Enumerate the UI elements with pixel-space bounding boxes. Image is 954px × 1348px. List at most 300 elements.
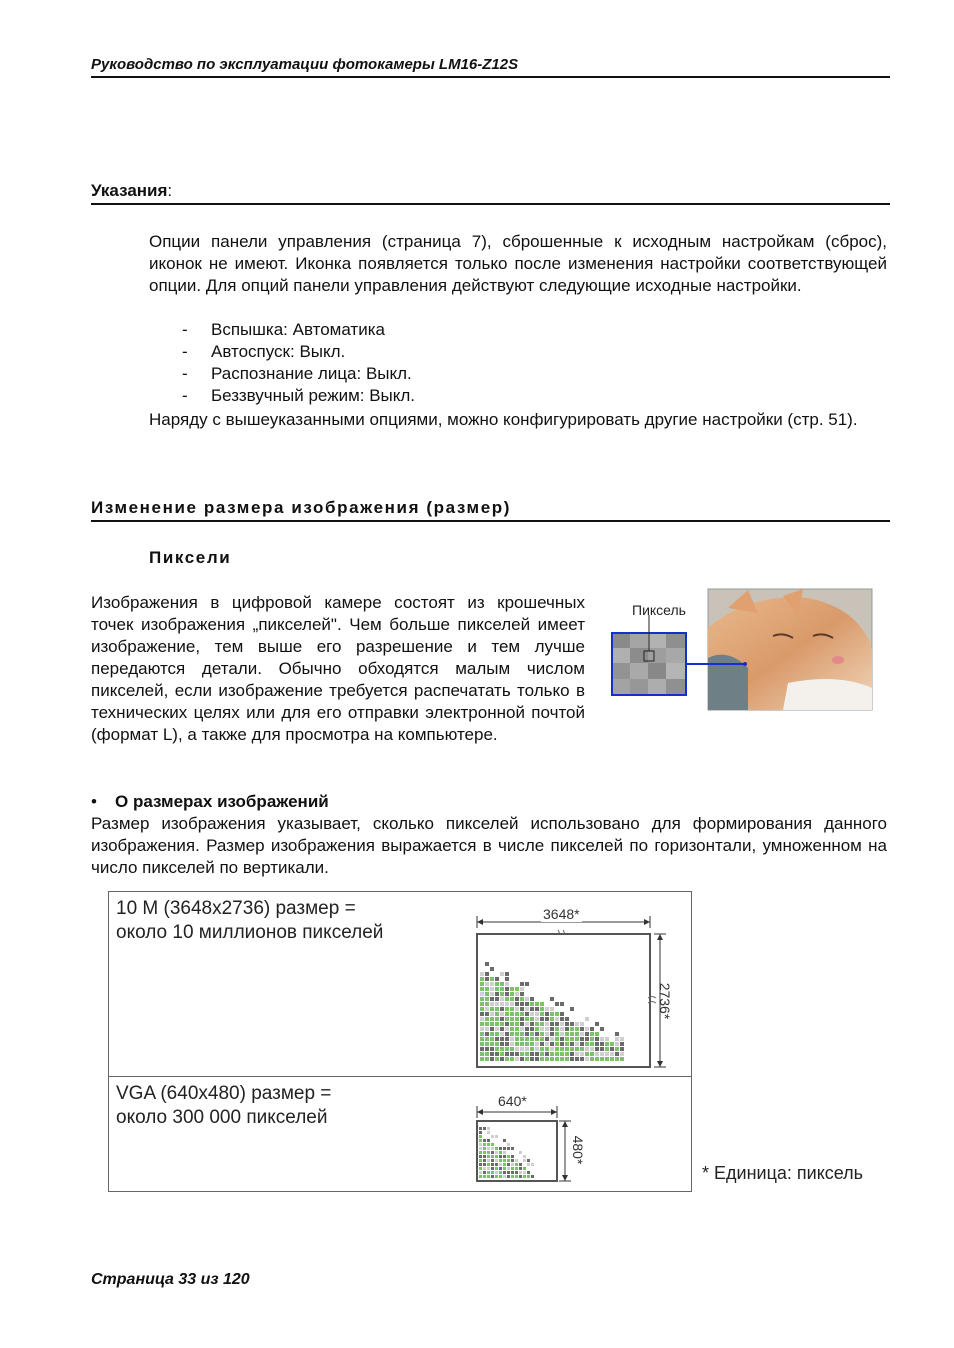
pixel-cell xyxy=(515,1175,518,1178)
pixel-cell xyxy=(530,1027,534,1031)
pixel-cell xyxy=(525,1007,529,1011)
pixel-cell xyxy=(505,1052,509,1056)
pixel-cell xyxy=(585,1032,589,1036)
pixel-cell xyxy=(487,1131,490,1134)
pixel-cell xyxy=(479,1159,482,1162)
pixel-cell xyxy=(487,1139,490,1142)
pixel-cell xyxy=(500,1052,504,1056)
pixel-cell xyxy=(580,1022,584,1026)
pixel-cell xyxy=(530,1032,534,1036)
pixel-cell xyxy=(545,1042,549,1046)
header-rule xyxy=(91,76,890,78)
pixel-cell xyxy=(615,1042,619,1046)
pixel-cell xyxy=(505,1037,509,1041)
pixel-cell xyxy=(595,1052,599,1056)
pixel-cell xyxy=(505,1017,509,1021)
pixel-cell xyxy=(535,1052,539,1056)
pixel-cell xyxy=(535,1037,539,1041)
pixel-cell xyxy=(503,1171,506,1174)
pixel-cell xyxy=(505,997,509,1001)
pixel-cell xyxy=(575,1027,579,1031)
pixel-cell xyxy=(515,992,519,996)
pixel-cell xyxy=(531,1175,534,1178)
size-vga-line2: около 300 000 пикселей xyxy=(116,1107,328,1128)
pixel-cell xyxy=(500,1042,504,1046)
pixel-cell xyxy=(605,1042,609,1046)
pixel-cell xyxy=(495,1022,499,1026)
pixel-cell xyxy=(530,1012,534,1016)
pixel-figure xyxy=(608,588,874,712)
pixel-cell xyxy=(503,1147,506,1150)
pixel-cell xyxy=(585,1017,589,1021)
pixel-cell xyxy=(491,1159,494,1162)
pixel-cell xyxy=(495,992,499,996)
pixel-cell xyxy=(570,1037,574,1041)
pixel-cell xyxy=(540,1027,544,1031)
pixel-cell xyxy=(510,1012,514,1016)
pixel-cell xyxy=(507,1175,510,1178)
pixel-cell xyxy=(505,1027,509,1031)
pixel-cell xyxy=(560,1042,564,1046)
pixel-cell xyxy=(507,1163,510,1166)
pixel-cell xyxy=(500,1057,504,1061)
pixel-cell xyxy=(491,1135,494,1138)
pixel-cell xyxy=(550,1042,554,1046)
pixel-cell xyxy=(505,1002,509,1006)
pixel-cell xyxy=(510,1017,514,1021)
pixel-cell xyxy=(525,1037,529,1041)
pixel-cell xyxy=(499,1167,502,1170)
pixel-cell xyxy=(560,1027,564,1031)
list-item xyxy=(182,363,782,385)
pixel-cell xyxy=(490,1022,494,1026)
pixel-cell xyxy=(505,1007,509,1011)
pixel-cell xyxy=(550,1022,554,1026)
pixel-cell xyxy=(570,1007,574,1011)
pixel-cell xyxy=(519,1151,522,1154)
pixel-cell xyxy=(511,1175,514,1178)
pixel-cell xyxy=(515,1007,519,1011)
pixel-cell xyxy=(505,1032,509,1036)
pixel-cell xyxy=(600,1047,604,1051)
pixel-cell xyxy=(520,982,524,986)
pixel-cell xyxy=(590,1027,594,1031)
pixel-cell xyxy=(525,1032,529,1036)
pixel-cell xyxy=(510,1037,514,1041)
pixel-cell xyxy=(505,1022,509,1026)
pixel-cell xyxy=(560,1032,564,1036)
pixel-cell xyxy=(590,1047,594,1051)
pixel-cell xyxy=(510,1007,514,1011)
pixel-cell xyxy=(480,1037,484,1041)
pixel-cell xyxy=(505,987,509,991)
pixel-cell xyxy=(507,1143,510,1146)
pixel-cell xyxy=(560,1057,564,1061)
notes-list xyxy=(182,319,782,407)
pixel-cell xyxy=(560,1022,564,1026)
pixel-cell xyxy=(495,1052,499,1056)
pixel-cell xyxy=(495,1171,498,1174)
pixel-cell xyxy=(555,1022,559,1026)
pixel-cell xyxy=(485,1047,489,1051)
pixel-cell xyxy=(503,1175,506,1178)
pixel-cell xyxy=(483,1159,486,1162)
pixel-cell xyxy=(527,1159,530,1162)
pixel-cell xyxy=(590,1052,594,1056)
pixel-cell xyxy=(495,1037,499,1041)
document-header: Руководство по эксплуатации фотокамеры LM16-Z12S xyxy=(91,56,519,73)
pixel-cell xyxy=(525,1012,529,1016)
pixel-cell xyxy=(530,1042,534,1046)
pixel-cell xyxy=(485,1022,489,1026)
pixel-cell xyxy=(520,1027,524,1031)
pixel-cell xyxy=(555,1057,559,1061)
pixel-cell xyxy=(511,1171,514,1174)
pixel-cell xyxy=(500,1012,504,1016)
pixel-cell xyxy=(540,1032,544,1036)
pixel-cell xyxy=(490,1002,494,1006)
pixel-cell xyxy=(510,1027,514,1031)
pixel-cell xyxy=(500,1047,504,1051)
list-dash: - xyxy=(182,320,188,339)
pixel-cell xyxy=(520,1057,524,1061)
pixel-cell xyxy=(560,1047,564,1051)
pixel-cell xyxy=(500,1022,504,1026)
pixel-cell xyxy=(511,1147,514,1150)
pixel-cell xyxy=(507,1147,510,1150)
pixel-cell xyxy=(520,1017,524,1021)
pixel-cell xyxy=(510,1052,514,1056)
pixel-cell xyxy=(479,1135,482,1138)
pixel-cell xyxy=(480,1057,484,1061)
pixel-cell xyxy=(479,1155,482,1158)
list-item xyxy=(182,385,782,407)
pixel-cell xyxy=(499,1163,502,1166)
pixel-cell xyxy=(491,1147,494,1150)
pixel-cell xyxy=(585,1047,589,1051)
pixel-cell xyxy=(490,1032,494,1036)
pixel-cell xyxy=(491,1171,494,1174)
pixel-cell xyxy=(540,1037,544,1041)
pixel-cell xyxy=(500,1017,504,1021)
pixel-cell xyxy=(505,1047,509,1051)
pixel-cell xyxy=(490,987,494,991)
pixel-cell xyxy=(483,1163,486,1166)
pixel-cell xyxy=(520,1022,524,1026)
pixel-cell xyxy=(490,1027,494,1031)
pixel-cell xyxy=(590,1057,594,1061)
pixel-cell xyxy=(515,1012,519,1016)
pixel-cell xyxy=(570,1027,574,1031)
pixel-cell xyxy=(580,1027,584,1031)
pixel-cell xyxy=(495,1032,499,1036)
pixel-cell xyxy=(515,1163,518,1166)
pixel-cell xyxy=(615,1047,619,1051)
pixel-cell xyxy=(560,1017,564,1021)
pixel-cell xyxy=(527,1171,530,1174)
pixel-cell xyxy=(525,1057,529,1061)
notes-outro: Наряду с вышеуказанными опциями, можно конфигурировать другие настройки (стр. 51). xyxy=(149,410,858,429)
pixel-cell xyxy=(479,1139,482,1142)
pixel-cell xyxy=(500,1037,504,1041)
pixel-cell xyxy=(565,1057,569,1061)
pixel-cell xyxy=(495,1175,498,1178)
pixel-cell xyxy=(525,1022,529,1026)
pixel-cell xyxy=(560,1002,564,1006)
pixel-cell xyxy=(580,1042,584,1046)
pixel-cell xyxy=(487,1143,490,1146)
pixel-cell xyxy=(600,1042,604,1046)
pixel-cell xyxy=(523,1155,526,1158)
pixel-cell xyxy=(480,1027,484,1031)
pixel-cell xyxy=(507,1167,510,1170)
pixel-cell xyxy=(495,1147,498,1150)
bullet: • xyxy=(91,792,97,811)
pixel-cell xyxy=(545,1037,549,1041)
pixel-cell xyxy=(499,1175,502,1178)
pixel-cell xyxy=(510,1042,514,1046)
pixel-cell xyxy=(565,1037,569,1041)
size-vga-line1: VGA (640x480) размер = xyxy=(116,1083,332,1104)
pixel-cell xyxy=(480,1042,484,1046)
pixel-cell xyxy=(545,1027,549,1031)
height-label-vga: 480* xyxy=(570,1135,586,1165)
list-item xyxy=(182,341,782,363)
pixel-cell xyxy=(545,1012,549,1016)
pixel-cell xyxy=(480,1032,484,1036)
notes-rule xyxy=(91,203,890,205)
pixel-cell xyxy=(495,1135,498,1138)
pixel-cell xyxy=(605,1037,609,1041)
pixel-cell xyxy=(530,1057,534,1061)
image-sizes-heading xyxy=(91,791,791,813)
pixel-cell xyxy=(480,987,484,991)
pixel-cell xyxy=(531,1163,534,1166)
pixel-cell xyxy=(540,1057,544,1061)
pixel-cell xyxy=(495,1042,499,1046)
pixel-cell xyxy=(503,1155,506,1158)
pixel-cell xyxy=(485,992,489,996)
pixel-cell xyxy=(555,1052,559,1056)
pixel-cell xyxy=(515,1052,519,1056)
pixel-cell xyxy=(545,1057,549,1061)
pixel-cell xyxy=(500,1027,504,1031)
pixel-cell xyxy=(525,1017,529,1021)
pixel-cell xyxy=(480,997,484,1001)
pixel-cell xyxy=(495,1163,498,1166)
pixel-cell xyxy=(507,1171,510,1174)
pixel-cell xyxy=(575,1047,579,1051)
pixel-cell xyxy=(535,1032,539,1036)
pixel-cell xyxy=(545,1052,549,1056)
pixel-cell xyxy=(520,1032,524,1036)
pixel-cell xyxy=(485,1027,489,1031)
pixel-cell xyxy=(485,1002,489,1006)
pixel-cell xyxy=(580,1047,584,1051)
pixel-cell xyxy=(483,1127,486,1130)
pixel-cell xyxy=(487,1155,490,1158)
pixel-cell xyxy=(530,1002,534,1006)
pixel-cell xyxy=(520,1052,524,1056)
pixel-cell xyxy=(499,1155,502,1158)
pixel-cell xyxy=(585,1037,589,1041)
pixel-cell xyxy=(545,1032,549,1036)
pixel-cell xyxy=(479,1127,482,1130)
pixel-cell xyxy=(555,1047,559,1051)
pixel-cell xyxy=(490,977,494,981)
pixel-cell xyxy=(565,1042,569,1046)
pixel-cell xyxy=(480,1012,484,1016)
image-size-paragraph: Размер изображения указывает, сколько пикселей использовано для формирования данного изображения. Размер изображения выражается в числе пикселей по горизонтали, умноженном на число пикселей по вертикали. xyxy=(91,814,887,877)
pixel-cell xyxy=(620,1042,624,1046)
pixel-cell xyxy=(480,1022,484,1026)
pixel-cell xyxy=(479,1171,482,1174)
pixel-cell xyxy=(479,1175,482,1178)
pixel-cell xyxy=(555,1037,559,1041)
pixel-cell xyxy=(595,1037,599,1041)
pixel-cell xyxy=(500,1002,504,1006)
pixel-cell xyxy=(487,1127,490,1130)
pixel-cell xyxy=(515,997,519,1001)
pixel-cell xyxy=(505,982,509,986)
pixel-cell xyxy=(485,1032,489,1036)
pixel-cell xyxy=(540,1042,544,1046)
pixel-cell xyxy=(487,1163,490,1166)
pixel-cell xyxy=(570,1047,574,1051)
pixel-cell xyxy=(515,1017,519,1021)
pixel-cell xyxy=(555,1032,559,1036)
pixel-cell xyxy=(511,1155,514,1158)
pixel-cell xyxy=(483,1171,486,1174)
pixel-cell xyxy=(505,1057,509,1061)
pixel-cell xyxy=(570,1032,574,1036)
pixel-cell xyxy=(490,1052,494,1056)
pixel-cell xyxy=(545,1007,549,1011)
height-label-10m: 2736* xyxy=(657,982,673,1020)
notes-intro: Опции панели управления (страница 7), сброшенные к исходным настройкам (сброс), иконок не имеют. Иконка появляется только после изменения настройки соответствующей опции. Для опций панели управления действуют следующие исходные настройки. xyxy=(149,232,887,295)
pixel-cell xyxy=(555,1042,559,1046)
width-label-10m: 3648* xyxy=(543,906,580,922)
pixel-cell xyxy=(490,967,494,971)
pixel-cell xyxy=(515,1002,519,1006)
pixel-cell xyxy=(535,1007,539,1011)
pixel-cell xyxy=(500,992,504,996)
pixel-cell xyxy=(479,1167,482,1170)
pixel-cell xyxy=(600,1052,604,1056)
pixel-cell xyxy=(550,997,554,1001)
pixel-cell xyxy=(487,1175,490,1178)
pixel-cell xyxy=(485,1042,489,1046)
pixel-cell xyxy=(540,1047,544,1051)
pixel-cell xyxy=(511,1163,514,1166)
pixel-cell xyxy=(487,1171,490,1174)
pixel-cell xyxy=(485,1057,489,1061)
pixel-cell xyxy=(580,1052,584,1056)
list-dash: - xyxy=(182,342,188,361)
pixel-cell xyxy=(495,1155,498,1158)
pixel-cell xyxy=(570,1042,574,1046)
pixel-cell xyxy=(535,1012,539,1016)
pixel-cell xyxy=(499,1171,502,1174)
pixel-cell xyxy=(507,1155,510,1158)
pixel-cell xyxy=(575,1057,579,1061)
pixel-cell xyxy=(580,1032,584,1036)
pixel-cell xyxy=(580,1037,584,1041)
pixel-cell xyxy=(480,1047,484,1051)
pixel-cell xyxy=(491,1167,494,1170)
pixel-cell xyxy=(485,987,489,991)
pixel-cell xyxy=(565,1047,569,1051)
pixel-cell xyxy=(570,1052,574,1056)
pixel-cell xyxy=(565,1022,569,1026)
pixel-cell xyxy=(600,1037,604,1041)
pixel-cell xyxy=(485,962,489,966)
pixel-cell xyxy=(500,1007,504,1011)
pixel-cell xyxy=(510,987,514,991)
pixel-cell xyxy=(530,1052,534,1056)
pixel-cell xyxy=(495,1027,499,1031)
pixel-cell xyxy=(499,1159,502,1162)
pixel-cell xyxy=(525,1042,529,1046)
pixel-cell xyxy=(620,1047,624,1051)
pixel-cell xyxy=(519,1163,522,1166)
pixel-cell xyxy=(510,1022,514,1026)
pixel-cell xyxy=(600,1057,604,1061)
section-rule xyxy=(91,520,890,522)
pixel-cell xyxy=(479,1143,482,1146)
pixel-cell xyxy=(491,1143,494,1146)
pixel-cell xyxy=(483,1147,486,1150)
pixels-paragraph: Изображения в цифровой камере состоят из крошечных точек изображения „пикселей". Чем больше пикселей имеет изображение, тем выше его разрешение и тем лучше передаются детали. Обычно обходятся малым числом пикселей, если изображение требуется распечатать только в технических целях или для его отправки электронной почтой (формат L), а также для просмотра на компьютере. xyxy=(91,593,585,744)
pixel-cell xyxy=(495,997,499,1001)
pixel-cell xyxy=(560,1037,564,1041)
pixel-cell xyxy=(540,1022,544,1026)
pixel-cell xyxy=(480,1017,484,1021)
pixel-cell xyxy=(520,1002,524,1006)
pixel-cell xyxy=(485,1012,489,1016)
pixel-cell xyxy=(490,1047,494,1051)
pixel-cell xyxy=(535,1027,539,1031)
pixel-cell xyxy=(515,1047,519,1051)
pixel-cell xyxy=(535,1042,539,1046)
pixel-cell xyxy=(500,982,504,986)
pixel-cell xyxy=(620,1052,624,1056)
pixel-cell xyxy=(615,1037,619,1041)
pixel-cell xyxy=(545,1022,549,1026)
pixel-cell xyxy=(490,1012,494,1016)
pixel-cell xyxy=(530,1017,534,1021)
pixel-cell xyxy=(500,1032,504,1036)
pixel-cell xyxy=(550,1012,554,1016)
pixel-cell xyxy=(505,1012,509,1016)
pixel-cell xyxy=(575,1052,579,1056)
pixel-cell xyxy=(480,1007,484,1011)
pixel-cell xyxy=(610,1042,614,1046)
pixel-cell xyxy=(519,1175,522,1178)
size-10m-line1: 10 M (3648x2736) размер = xyxy=(116,898,356,919)
pixel-cell xyxy=(495,1151,498,1154)
pixel-cell xyxy=(520,1047,524,1051)
pixel-cell xyxy=(550,1007,554,1011)
pixel-cell xyxy=(555,1012,559,1016)
pixel-cell xyxy=(515,1022,519,1026)
pixel-cell xyxy=(585,1042,589,1046)
pixel-cell xyxy=(520,992,524,996)
pixel-cell xyxy=(495,1047,499,1051)
pixel-cell xyxy=(510,1047,514,1051)
pixel-cell xyxy=(605,1047,609,1051)
pixel-cell xyxy=(495,1012,499,1016)
